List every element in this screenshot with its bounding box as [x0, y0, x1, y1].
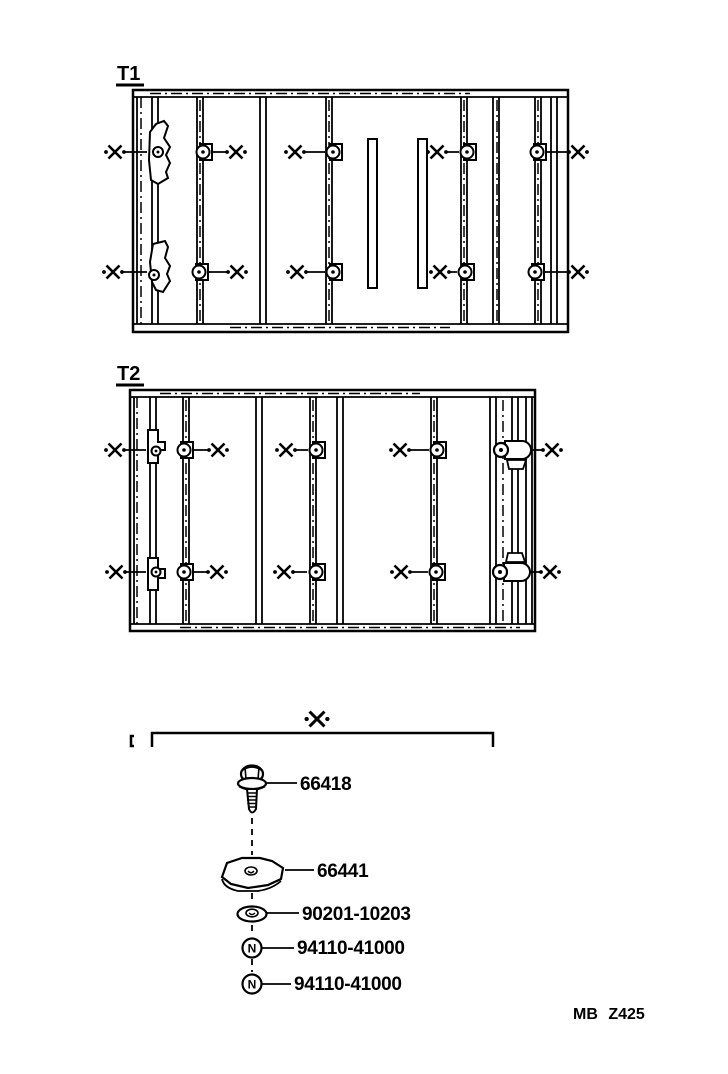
barrel-fastener: [493, 553, 530, 581]
washer-icon: [238, 907, 267, 922]
part-number-94110-41000: 94110-41000: [294, 974, 402, 995]
bolt-hole-fastener: [197, 144, 213, 160]
page-code: MB Z425: [573, 1006, 645, 1023]
bolt-hole-fastener: [310, 442, 326, 458]
panel-t2-centerlines: [137, 394, 520, 628]
reference-marker-icon: [426, 146, 448, 159]
reference-marker-icon: [104, 146, 126, 159]
panel-t2-flange-lines: [130, 397, 535, 624]
reference-marker-icon: [275, 444, 297, 457]
reference-marker-icon: [104, 444, 126, 457]
panel-t1-leader-lines: [121, 152, 569, 272]
plate-66441-icon: [222, 858, 283, 891]
reference-marker-icon: [284, 146, 306, 159]
bolt-hole-fastener: [327, 144, 343, 160]
group-bracket: [131, 733, 493, 747]
panel-t2-clip-top: [148, 430, 165, 463]
reference-marker-icon: [105, 566, 127, 579]
reference-marker-icon: [541, 444, 563, 457]
bolt-66418-icon: [238, 766, 266, 813]
bolt-hole-fastener: [459, 264, 475, 280]
panel-t2-label: T2: [117, 363, 141, 385]
bolt-hole-fastener: [461, 144, 477, 160]
part-number-66441: 66441: [317, 861, 369, 882]
panel-t1-centerlines: [141, 94, 538, 328]
bolt-hole-fastener: [431, 442, 447, 458]
reference-marker-icon: [286, 266, 308, 279]
panel-t1-outline: [133, 90, 568, 332]
panel-t2-outline: [130, 390, 535, 631]
reference-marker-icon: [273, 566, 295, 579]
panel-t1-slat-left: [368, 139, 377, 288]
bolt-hole-fastener: [327, 264, 343, 280]
panel-t1-clip-bottom: [149, 241, 170, 292]
panel-t1-clip-top: [149, 121, 170, 184]
reference-marker-icon: [207, 444, 229, 457]
nut-symbol: N: [247, 977, 257, 992]
reference-marker-icon: [206, 566, 228, 579]
panel-t2-ribs: [150, 397, 532, 624]
bolt-hole-fastener: [178, 564, 194, 580]
reference-marker-icon: [567, 266, 589, 279]
fastener-detail-callout: [131, 712, 493, 995]
panel-t2: [104, 363, 563, 631]
panel-t1-slat-right: [418, 139, 427, 288]
reference-marker-icon: [304, 712, 329, 727]
panel-t1-label: T1: [117, 63, 141, 85]
bolt-hole-fastener: [430, 564, 446, 580]
reference-marker-icon: [429, 266, 451, 279]
bolt-hole-fastener: [310, 564, 326, 580]
bolt-hole-fastener: [178, 442, 194, 458]
part-number-90201-10203: 90201-10203: [302, 904, 411, 925]
bolt-hole-fastener: [529, 264, 545, 280]
reference-marker-icon: [390, 566, 412, 579]
reference-marker-icon: [539, 566, 561, 579]
bolt-hole-fastener: [531, 144, 547, 160]
nut-icon: [243, 975, 262, 994]
panel-t1: [102, 63, 589, 332]
nut-symbol: N: [247, 941, 257, 956]
part-number-66418: 66418: [300, 774, 352, 795]
reference-marker-icon: [225, 146, 247, 159]
bolt-hole-fastener: [193, 264, 209, 280]
panel-t1-flange-lines: [133, 97, 568, 324]
reference-marker-icon: [567, 146, 589, 159]
part-number-94110-41000: 94110-41000: [297, 938, 405, 959]
nut-icon: [243, 939, 262, 958]
reference-marker-icon: [102, 266, 124, 279]
reference-marker-icon: [226, 266, 248, 279]
reference-marker-icon: [389, 444, 411, 457]
panel-t2-clip-bottom: [148, 558, 165, 590]
